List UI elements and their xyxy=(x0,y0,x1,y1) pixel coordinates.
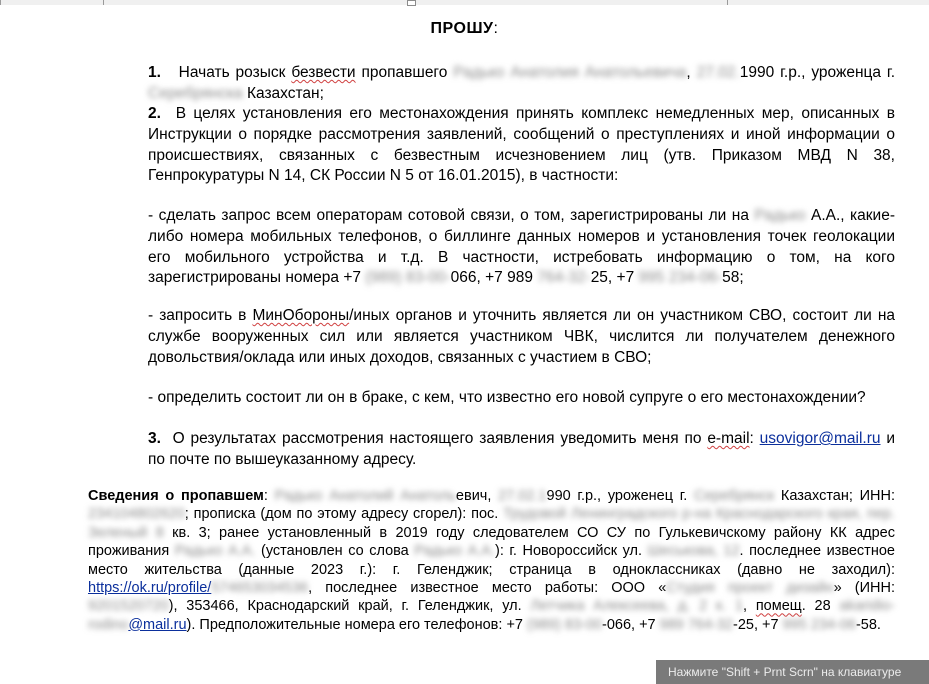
text-run: 25, +7 xyxy=(590,269,639,287)
redacted-text: Трудовой Ленинградского р-на Краснодарского края, пер. Зеленый 8 xyxy=(88,506,895,541)
text-run: МинОбороны xyxy=(252,307,350,324)
text-run: Начать розыск xyxy=(178,64,292,81)
text-run: ). Предположительные номера его телефонов: +7 xyxy=(186,616,528,633)
info-label: Сведения о пропавшем xyxy=(88,488,264,504)
text-run: евич, xyxy=(455,488,499,504)
text-run: , xyxy=(686,64,697,81)
redacted-text: 234104802620 xyxy=(88,506,185,523)
ruler-tick xyxy=(103,0,104,5)
text-run: кв. 3; ранее установленный в 2019 году следователем СО СУ по Гулькевичскому району КК адрес проживания xyxy=(88,524,895,560)
item-1 xyxy=(88,63,895,105)
text-run: - сделать запрос всем операторам сотовой связи, о том, зарегистрированы ли на xyxy=(148,207,755,224)
redacted-text: Радько А.А. xyxy=(414,543,496,560)
text-run: : xyxy=(493,20,499,37)
ruler-handle[interactable] xyxy=(407,0,416,6)
text-run: e-mail xyxy=(707,430,750,447)
text-run: -25, +7 xyxy=(733,616,783,633)
item-3 xyxy=(88,429,895,471)
text-run: - запросить в xyxy=(148,307,253,324)
text-run: -066, +7 xyxy=(601,616,660,633)
text-run: ), 353466, Краснодарский край, г. Геленджик, ул. xyxy=(168,598,531,615)
text-run: Казахстан; xyxy=(242,84,324,102)
text-run: : xyxy=(263,488,275,504)
text-run: . последнее известное место жительства (данные 2023 г.): г. Геленджик; страница в одноклассниках (давно не заходил): xyxy=(88,543,895,578)
page-title xyxy=(0,20,929,38)
redacted-city: Серебрянска xyxy=(148,84,243,102)
text-run: пропавшего xyxy=(355,64,454,81)
redacted-text: 995 234-06 xyxy=(782,616,856,633)
bullet-marriage xyxy=(88,388,895,409)
text-run: ПРОШУ xyxy=(430,20,494,37)
redacted-phone: (989) 83-00- xyxy=(365,269,451,287)
text-run: , последнее известное место работы: ООО « xyxy=(308,580,667,597)
missing-person-info xyxy=(88,487,895,634)
redacted-phone: 764-32- xyxy=(537,269,591,287)
redacted-text: Радько Анатолий Анатоль xyxy=(274,488,456,504)
text-run: 3. xyxy=(148,430,161,447)
redacted-text: akaridio-rodino xyxy=(88,598,896,633)
text-run: 066, +7 989 xyxy=(450,269,538,287)
bullet-request-mod xyxy=(88,306,895,368)
text-run: помещ xyxy=(755,598,802,615)
redacted-name: Радько Анатолия Анатольевича xyxy=(453,64,687,81)
text-run: : xyxy=(749,430,760,447)
text-run: безвести xyxy=(291,64,356,81)
redacted-name: Радько xyxy=(754,207,806,224)
text-run: 58; xyxy=(722,269,744,287)
text-run: В целях установления его местонахождения принять комплекс немедленных мер, описанных в Инструкции о порядке рассмотрения заявлений, сообщений о преступлениях и иной информации о происшествиях, связанных с безвестным исчезновением лиц (утв. Приказом МВД N 38, Генпрокуратуры N 14, СК России N 5 от 16.01.2015), в частности: xyxy=(148,105,895,185)
text-run: 2. xyxy=(148,105,161,122)
screenshot-hint-overlay: Нажмите "Shift + Prnt Scrn" на клавиатуре xyxy=(656,660,929,684)
redacted-text: Серебрянск xyxy=(694,488,775,504)
redacted-phone: 995 234-06- xyxy=(638,269,723,287)
text-run: ; прописка (дом по этому адресу сгорел): пос. xyxy=(184,506,504,523)
ruler-bar xyxy=(0,0,929,5)
redacted-text: Шеськова, 12 xyxy=(647,543,740,560)
text-run: 1990 г.р., уроженца г. xyxy=(739,64,895,81)
text-run: , xyxy=(743,598,756,615)
redacted-text: Студия проект дизайн xyxy=(666,580,834,597)
text-run: 1. xyxy=(148,64,161,81)
text-run: . 28 xyxy=(801,598,840,615)
text-run: » (ИНН: xyxy=(833,580,895,597)
email-link[interactable]: @mail.ru xyxy=(128,616,187,633)
redacted-text: 574653034536 xyxy=(211,580,309,597)
text-run: 990 г.р., уроженец г. xyxy=(546,488,695,504)
redacted-date: 27.02. xyxy=(696,64,740,81)
text-run: /иных органов и уточнить является ли он участником СВО, состоит ли на службе вооруженных сил или является участником ЧВК, числится ли получателем денежного довольствия/оклада или иных доходов, связанных с участием в СВО; xyxy=(148,307,896,366)
text-run: О результатах рассмотрения настоящего заявления уведомить меня по xyxy=(172,430,708,447)
text-run: -58. xyxy=(855,616,881,633)
ok-profile-link[interactable]: https://ok.ru/profile/ xyxy=(88,580,212,597)
ruler-tick xyxy=(0,0,1,5)
email-link[interactable]: usovigor@mail.ru xyxy=(759,430,881,447)
redacted-text: Летчика Алексеева, д. 2 к. 1 xyxy=(530,598,744,615)
text-run: - определить состоит ли он в браке, с кем, что известно его новой супруге о его местонахождении? xyxy=(148,389,866,406)
redacted-text: Радько А.А. xyxy=(174,543,256,560)
text-run: (установлен со слова xyxy=(255,543,415,560)
text-run: А.А., какие-либо номера мобильных телефонов, о биллинге данных номеров и установления точек геолокации его мобильного устройства и т.д. В частности, истребовать информацию о том, на кого зарегистрированы номера +7 xyxy=(148,207,895,287)
text-run: Казахстан; ИНН: xyxy=(774,488,896,504)
ruler-tick xyxy=(727,0,728,5)
redacted-text: (989) 83-00 xyxy=(527,616,602,633)
redacted-text: 989 764-32 xyxy=(659,616,733,633)
bullet-request-operators xyxy=(88,206,895,289)
redacted-text: 27.02.1 xyxy=(498,488,547,504)
text-run: ): г. Новороссийск ул. xyxy=(495,543,648,560)
text-run: и по почте по вышеуказанному адресу. xyxy=(148,430,895,468)
redacted-text: 9201520720 xyxy=(88,598,169,615)
item-2 xyxy=(88,104,895,187)
